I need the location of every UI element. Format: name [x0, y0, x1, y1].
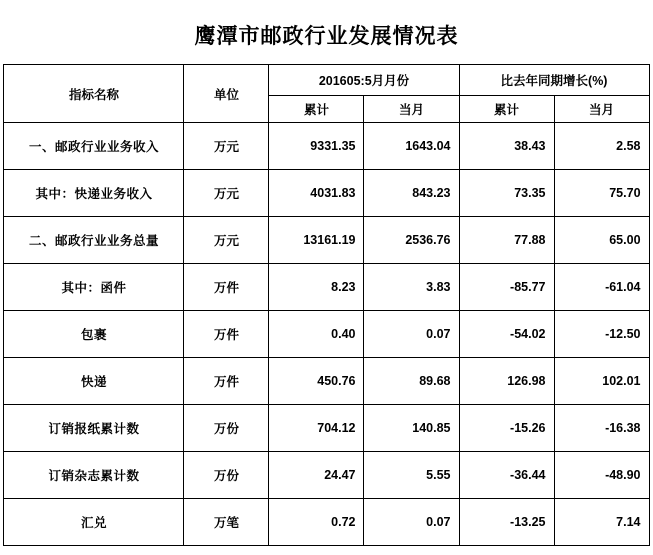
row-period-month: 140.85: [364, 405, 459, 452]
row-yoy-month: 7.14: [554, 499, 649, 546]
row-yoy-cumulative: -85.77: [459, 264, 554, 311]
row-indicator-name: 二、邮政行业业务总量: [4, 217, 184, 264]
row-yoy-cumulative: 73.35: [459, 170, 554, 217]
row-yoy-month: 75.70: [554, 170, 649, 217]
row-period-cumulative: 24.47: [269, 452, 364, 499]
table-row: [4, 499, 649, 546]
header-yoy-cumulative: 累计: [459, 96, 554, 123]
row-period-cumulative: 0.72: [269, 499, 364, 546]
row-period-month: 843.23: [364, 170, 459, 217]
header-yoy-month: 当月: [554, 96, 649, 123]
row-period-cumulative: 4031.83: [269, 170, 364, 217]
row-yoy-cumulative: 38.43: [459, 123, 554, 170]
row-period-month: 5.55: [364, 452, 459, 499]
table-row: [4, 358, 649, 405]
header-yoy-group: 比去年同期增长(%): [459, 65, 649, 96]
row-period-month: 2536.76: [364, 217, 459, 264]
header-indicator-name: 指标名称: [4, 65, 184, 123]
row-period-month: 89.68: [364, 358, 459, 405]
header-row-top: [4, 65, 649, 96]
header-period-group: 201605:5月月份: [269, 65, 459, 96]
row-indicator-name: 一、邮政行业业务收入: [4, 123, 184, 170]
postal-industry-development-table: [3, 64, 649, 546]
row-unit: 万元: [184, 123, 269, 170]
table-row: [4, 123, 649, 170]
table-row: [4, 217, 649, 264]
row-unit: 万份: [184, 405, 269, 452]
table-body: [4, 123, 649, 546]
row-yoy-month: 2.58: [554, 123, 649, 170]
table-row: [4, 264, 649, 311]
row-yoy-month: 102.01: [554, 358, 649, 405]
row-yoy-cumulative: -15.26: [459, 405, 554, 452]
row-period-cumulative: 0.40: [269, 311, 364, 358]
row-indicator-name: 其中：快递业务收入: [4, 170, 184, 217]
row-unit: 万件: [184, 264, 269, 311]
row-yoy-month: -16.38: [554, 405, 649, 452]
row-period-cumulative: 450.76: [269, 358, 364, 405]
row-unit: 万份: [184, 452, 269, 499]
row-unit: 万件: [184, 358, 269, 405]
row-period-cumulative: 9331.35: [269, 123, 364, 170]
header-period-cumulative: 累计: [269, 96, 364, 123]
table-header: [4, 65, 649, 123]
row-indicator-name: 其中：函件: [4, 264, 184, 311]
row-yoy-month: -48.90: [554, 452, 649, 499]
header-period-month: 当月: [364, 96, 459, 123]
row-period-cumulative: 13161.19: [269, 217, 364, 264]
row-indicator-name: 订销报纸累计数: [4, 405, 184, 452]
row-unit: 万笔: [184, 499, 269, 546]
row-yoy-cumulative: -13.25: [459, 499, 554, 546]
row-period-month: 3.83: [364, 264, 459, 311]
row-period-month: 0.07: [364, 499, 459, 546]
table-row: [4, 452, 649, 499]
row-period-cumulative: 704.12: [269, 405, 364, 452]
table-row: [4, 311, 649, 358]
row-period-month: 1643.04: [364, 123, 459, 170]
row-unit: 万元: [184, 217, 269, 264]
row-yoy-month: -61.04: [554, 264, 649, 311]
row-yoy-month: 65.00: [554, 217, 649, 264]
row-yoy-cumulative: -54.02: [459, 311, 554, 358]
row-indicator-name: 订销杂志累计数: [4, 452, 184, 499]
table-row: [4, 170, 649, 217]
row-indicator-name: 包裹: [4, 311, 184, 358]
row-yoy-cumulative: 126.98: [459, 358, 554, 405]
row-yoy-cumulative: 77.88: [459, 217, 554, 264]
row-indicator-name: 汇兑: [4, 499, 184, 546]
page-title: 鹰潭市邮政行业发展情况表: [194, 24, 459, 48]
table-row: [4, 405, 649, 452]
row-unit: 万元: [184, 170, 269, 217]
row-yoy-month: -12.50: [554, 311, 649, 358]
row-period-cumulative: 8.23: [269, 264, 364, 311]
row-indicator-name: 快递: [4, 358, 184, 405]
header-unit: 单位: [184, 65, 269, 123]
row-yoy-cumulative: -36.44: [459, 452, 554, 499]
row-unit: 万件: [184, 311, 269, 358]
row-period-month: 0.07: [364, 311, 459, 358]
